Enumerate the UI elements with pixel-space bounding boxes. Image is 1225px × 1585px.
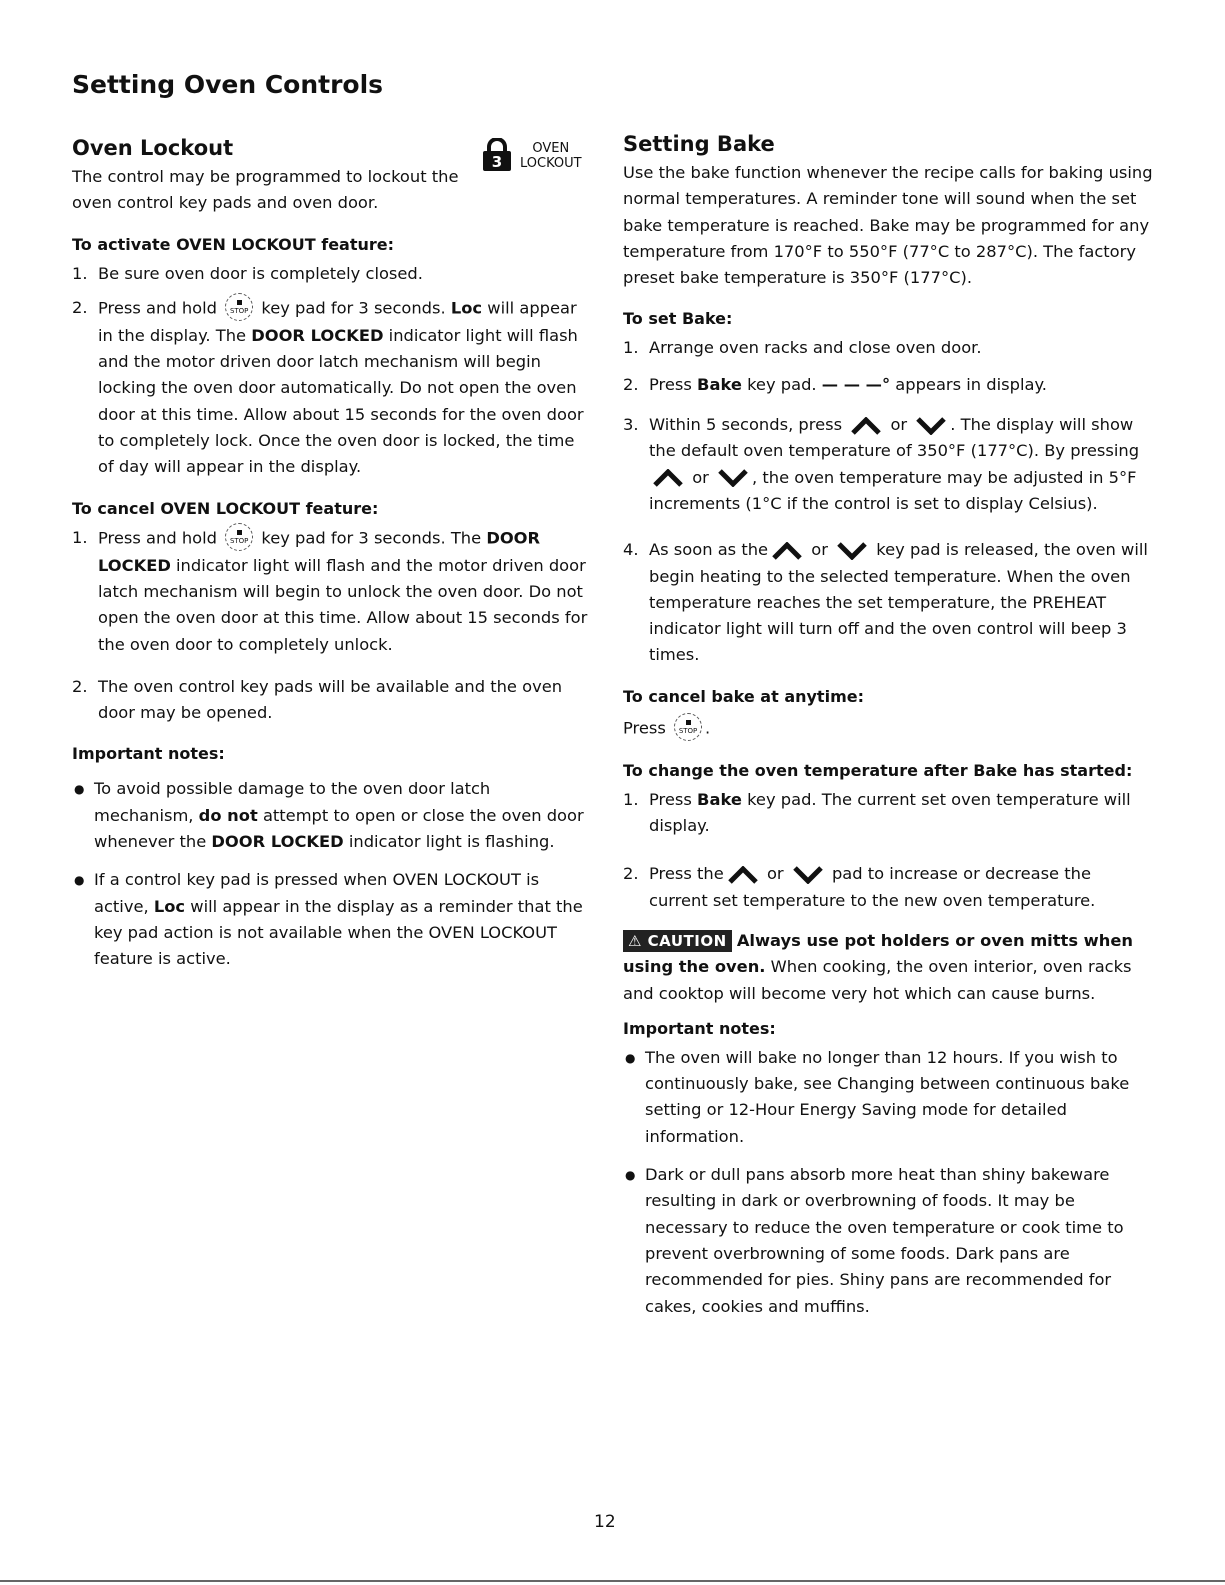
set-bake-heading: To set Bake: <box>623 309 733 329</box>
list-item: 1. Be sure oven door is completely closed. <box>72 263 423 283</box>
stop-key-icon: STOP <box>225 293 253 321</box>
list-item: 1. Press and hold STOP key pad for 3 seconds. The DOOR LOCKED indicator light will flash and the motor driven door latch mechanism will begin to unlock the oven door. Do not open the oven door at this time. Allow about 15 seconds for the oven door to completely unlock. <box>72 525 592 658</box>
bake-notes-heading: Important notes: <box>623 1018 776 1038</box>
bake-notes <box>623 1045 1153 1320</box>
right-column <box>623 132 1153 1320</box>
down-arrow-icon <box>718 469 748 487</box>
list-item: 3. Within 5 seconds, press or . The display will show the default oven temperature of 350°F (177°C). By pressing or , the oven temperature may be adjusted in 5°F increments (1°C if the control is set to display Celsius). <box>623 415 1140 513</box>
cancel-bake-heading: To cancel bake at anytime: <box>623 686 864 706</box>
page-number: 12 <box>594 1512 616 1532</box>
change-temp-heading: To change the oven temperature after Bake has started: <box>623 760 1133 780</box>
up-arrow-icon <box>728 866 758 884</box>
up-arrow-icon <box>653 469 683 487</box>
list-item: 4. As soon as the or key pad is released, the oven will begin heating to the selected temperature. When the oven temperature reaches the set temperature, the PREHEAT indicator light will turn off and the oven control will beep 3 times. <box>623 540 1148 665</box>
oven-lockout-intro: The control may be programmed to lockout the oven control key pads and oven door. <box>72 167 459 213</box>
lock-badge-digit: 3 <box>491 153 503 171</box>
lockout-notes-heading: Important notes: <box>72 744 225 764</box>
down-arrow-icon <box>793 866 823 884</box>
list-item: 2. Press the or pad to increase or decrease the current set temperature to the new oven temperature. <box>623 864 1096 910</box>
activate-steps <box>72 261 592 481</box>
cancel-lockout-heading: To cancel OVEN LOCKOUT feature: <box>72 498 379 518</box>
oven-lockout-key-label: OVEN LOCKOUT <box>520 141 582 171</box>
set-bake-steps <box>623 335 1153 668</box>
list-item: 1. Arrange oven racks and close oven door. <box>623 338 982 358</box>
list-item: 1. Press Bake key pad. The current set oven temperature will display. <box>623 789 1131 836</box>
list-item: ● To avoid possible damage to the oven door latch mechanism, do not attempt to open or close the oven door whenever the DOOR LOCKED indicator light is flashing. <box>74 779 584 852</box>
stop-key-icon: STOP <box>674 713 702 741</box>
up-arrow-icon <box>772 542 802 560</box>
caution-paragraph: ⚠ CAUTION Always use pot holders or oven mitts when using the oven. When cooking, the oven interior, oven racks and cooktop will become very hot which can cause burns. <box>623 930 1133 1003</box>
list-item: 2. Press Bake key pad. — — —° appears in display. <box>623 374 1047 394</box>
list-item: ● Dark or dull pans absorb more heat than shiny bakeware resulting in dark or overbrowning of foods. It may be necessary to reduce the oven temperature or cook time to prevent overbrowning of some foods. Dark pans are recommended for pies. Shiny pans are recommended for cakes, cookies and muffins. <box>625 1165 1124 1316</box>
page-title: Setting Oven Controls <box>72 70 384 99</box>
change-temp-steps <box>623 787 1153 914</box>
caution-badge: ⚠ CAUTION <box>623 930 732 952</box>
down-arrow-icon <box>837 542 867 560</box>
bottom-rule <box>0 1580 1225 1582</box>
list-item: ● If a control key pad is pressed when OVEN LOCKOUT is active, Loc will appear in the display as a reminder that the key pad action is not available when the OVEN LOCKOUT feature is active. <box>74 870 583 969</box>
lockout-notes <box>72 776 592 972</box>
activate-heading: To activate OVEN LOCKOUT feature: <box>72 234 395 254</box>
down-arrow-icon <box>916 417 946 435</box>
stop-key-icon: STOP <box>225 523 253 551</box>
oven-lockout-heading: Oven Lockout <box>72 136 234 160</box>
setting-bake-heading: Setting Bake <box>623 132 775 156</box>
setting-bake-intro: Use the bake function whenever the recipe calls for baking using normal temperatures. A reminder tone will sound when the set bake temperature is reached. Bake may be programmed for any temperature from 170°F to 550°F (77°C to 287°C). The factory preset bake temperature is 350°F (177°C). <box>623 163 1153 288</box>
list-item: 2. The oven control key pads will be available and the oven door may be opened. <box>72 676 563 723</box>
cancel-bake-text: Press STOP . <box>623 715 1153 743</box>
up-arrow-icon <box>851 417 881 435</box>
list-item: ● The oven will bake no longer than 12 hours. If you wish to continuously bake, see Changing between continuous bake setting or 12-Hour Energy Saving mode for detailed information. <box>625 1047 1130 1146</box>
list-item: 2. Press and hold STOP key pad for 3 seconds. Loc will appear in the display. The DOOR LOCKED indicator light will flash and the motor driven door latch mechanism will begin locking the oven door automatically. Do not open the oven door at this time. Allow about 15 seconds for the oven door to completely lock. Once the oven door is locked, the time of day will appear in the display. <box>72 295 592 481</box>
cancel-lockout-steps <box>72 525 592 727</box>
left-column <box>72 132 592 973</box>
